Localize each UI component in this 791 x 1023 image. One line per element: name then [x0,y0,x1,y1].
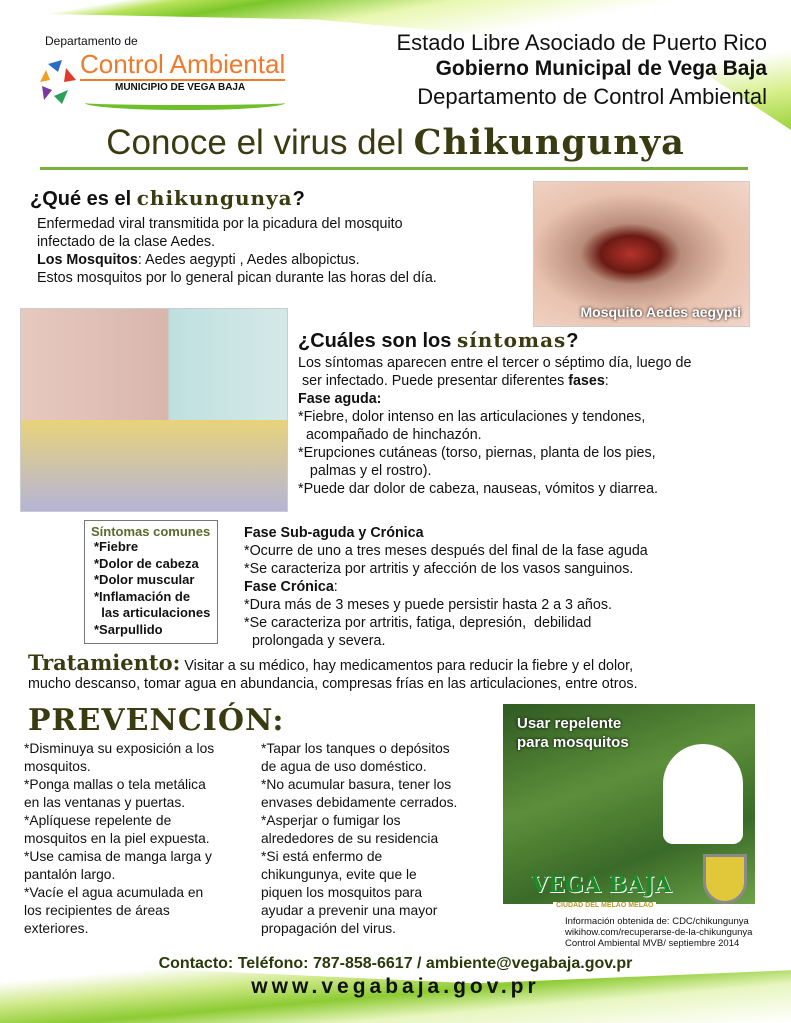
prevencion-title: PREVENCIÓN: [28,703,285,738]
text-line: *Puede dar dolor de cabeza, nauseas, vómitos y diarrea. [298,481,659,497]
text-line: *Erupciones cutáneas (torso, piernas, planta de los pies, [298,445,656,461]
text-line: *Si está enfermo de [261,849,383,864]
text-line: *Fiebre, dolor intenso en las articulaciones y tendones, [298,409,646,425]
prevencion-col-1 [24,740,214,938]
logo-dept: Departamento de [45,34,138,48]
text-bold: : [172,650,181,675]
text-bold: fases [568,373,605,389]
text-line: propagación del virus. [261,921,396,936]
text-line: Enfermedad viral transmitida por la picadura del mosquito [37,216,403,232]
text-line: *Ponga mallas o tela metálica [24,777,206,792]
header-line-2: Gobierno Municipal de Vega Baja [435,57,767,80]
text-span: ser infectado. Puede presentar diferentes [298,373,569,389]
tratamiento-line [28,650,638,675]
logo-name: Control Ambiental [80,49,286,79]
que-es-heading [30,186,305,211]
sintomas-heading [298,328,579,353]
mosquitos-text: : Aedes aegypti , Aedes albopictus. [137,252,360,268]
text-line: *Aplíquese repelente de [24,813,172,828]
website-link[interactable]: www.vegabaja.gov.pr [251,975,540,998]
heading-post: ? [292,188,305,210]
text-span: : [604,373,609,389]
sintomas-text [298,354,691,498]
symptoms-image [20,308,288,512]
caption-line: Usar repelente [517,715,622,732]
subaguda-title: Fase Sub-aguda y Crónica [244,525,424,541]
mosquitos-label: Los Mosquitos [37,252,138,268]
title-pre: Conoce el virus del [106,123,414,162]
contact-info: Contacto: Teléfono: 787-858-6617 / ambiente@vegabaja.gov.pr [158,955,633,972]
text-line: *Disminuya su exposición a los [24,741,215,756]
cronica-title [244,578,648,596]
repellent-photo [503,704,755,909]
que-es-text [37,215,437,287]
text-line: *Asperjar o fumigar los [261,813,401,828]
divider [40,167,748,170]
text-line: ayudar a prevenir una mayor [261,903,438,918]
text-line: pantalón largo. [24,867,116,882]
heading-pre: ¿Qué es el [30,188,137,210]
subaguda-text [244,524,648,650]
common-symptoms-box [84,520,218,644]
text-line: *Se caracteriza por artritis, fatiga, depresión, debilidad [244,615,592,631]
text-line: exteriores. [24,921,89,936]
logo-swoosh [85,96,285,110]
text-line: *Se caracteriza por artritis y afección de los vasos sanguinos. [244,561,634,577]
text-line: palmas y el rostro). [298,463,432,479]
source-line: Información obtenida de: CDC/chikungunya [565,916,749,927]
logo-municipio: MUNICIPIO DE VEGA BAJA [115,82,246,93]
text-line: *Tapar los tanques o depósitos [261,741,450,756]
text-line: piquen los mosquitos para [261,885,423,900]
text-line: mosquitos en la piel expuesta. [24,831,210,846]
image-caption: Mosquito Aedes aegypti [580,304,741,320]
text-line [37,251,437,269]
prevencion-col-2 [261,740,457,938]
page-title [0,122,791,163]
text-line: mosquitos. [24,759,91,774]
symptom-item: *Sarpullido [94,621,163,637]
symptom-item: *Fiebre [94,539,139,554]
text-line: Estos mosquitos por lo general pican durante las horas del día. [37,270,437,286]
text-line: de agua de uso doméstico. [261,759,427,774]
text-line: chikungunya, evite que le [261,867,417,882]
vega-baja-slogan: CIUDAD DEL MELAO MELAO [553,902,656,909]
source-line: Control Ambiental MVB/ septiembre 2014 [565,938,740,949]
text-line: en las ventanas y puertas. [24,795,186,810]
heading-pre: ¿Cuáles son los [298,330,457,352]
heading-emph: síntomas [456,328,567,352]
title-emph: Chikungunya [413,122,685,163]
text-line: *Vacíe el agua acumulada en [24,885,204,900]
symptom-item: *Dolor muscular [94,572,195,587]
heading-emph: chikungunya [136,186,293,210]
symptom-item: las articulaciones [94,605,211,620]
text-line: Los síntomas aparecen entre el tercer o séptimo día, luego de [298,355,692,371]
sources [565,916,752,949]
text-line: acompañado de hinchazón. [298,427,482,443]
text-bold: Fase Crónica [244,579,334,595]
text-span: Visitar a su médico, hay medicamentos para reducir la fiebre y el dolor, [180,658,634,674]
text-line: *Use camisa de manga larga y [24,849,212,864]
text-line: mucho descanso, tomar agua en abundancia, compresas frías en las articulaciones, entre otros. [28,676,638,692]
source-line: wikihow.com/recuperarse-de-la-chikungunya [565,927,753,938]
text-line: prolongada y severa. [244,633,386,649]
text-line: *No acumular basura, tener los [261,777,452,792]
symptom-item: *Dolor de cabeza [94,555,199,571]
text-line: *Dura más de 3 meses y puede persistir hasta 2 a 3 años. [244,597,612,613]
box-title: Síntomas comunes [91,524,211,539]
municipal-seal-icon [703,854,747,904]
vega-baja-logo: VEGA BAJA [531,872,672,898]
woman-figure [663,744,743,844]
tratamiento-title: Tratamiento [28,650,173,675]
fase-aguda-title: Fase aguda: [298,391,382,407]
caption-line: para mosquitos [517,734,629,751]
mosquito-image [533,181,750,327]
photo-caption [517,714,629,752]
text-line [298,372,691,390]
tratamiento [28,650,638,693]
text-line: *Ocurre de uno a tres meses después del final de la fase aguda [244,543,648,559]
symptom-item: *Inflamación de [94,588,191,604]
header-line-3: Departamento de Control Ambiental [417,84,767,109]
text-line: infectado de la clase Aedes. [37,234,216,250]
bed-scene [21,420,287,511]
heading-post: ? [566,330,579,352]
text-line: alrededores de su residencia [261,831,439,846]
text-line: envases debidamente cerrados. [261,795,458,810]
header-line-1: Estado Libre Asociado de Puerto Rico [396,30,767,55]
text-span: : [333,579,338,595]
text-line: los recipientes de áreas [24,903,170,918]
recycle-icon [40,60,78,108]
